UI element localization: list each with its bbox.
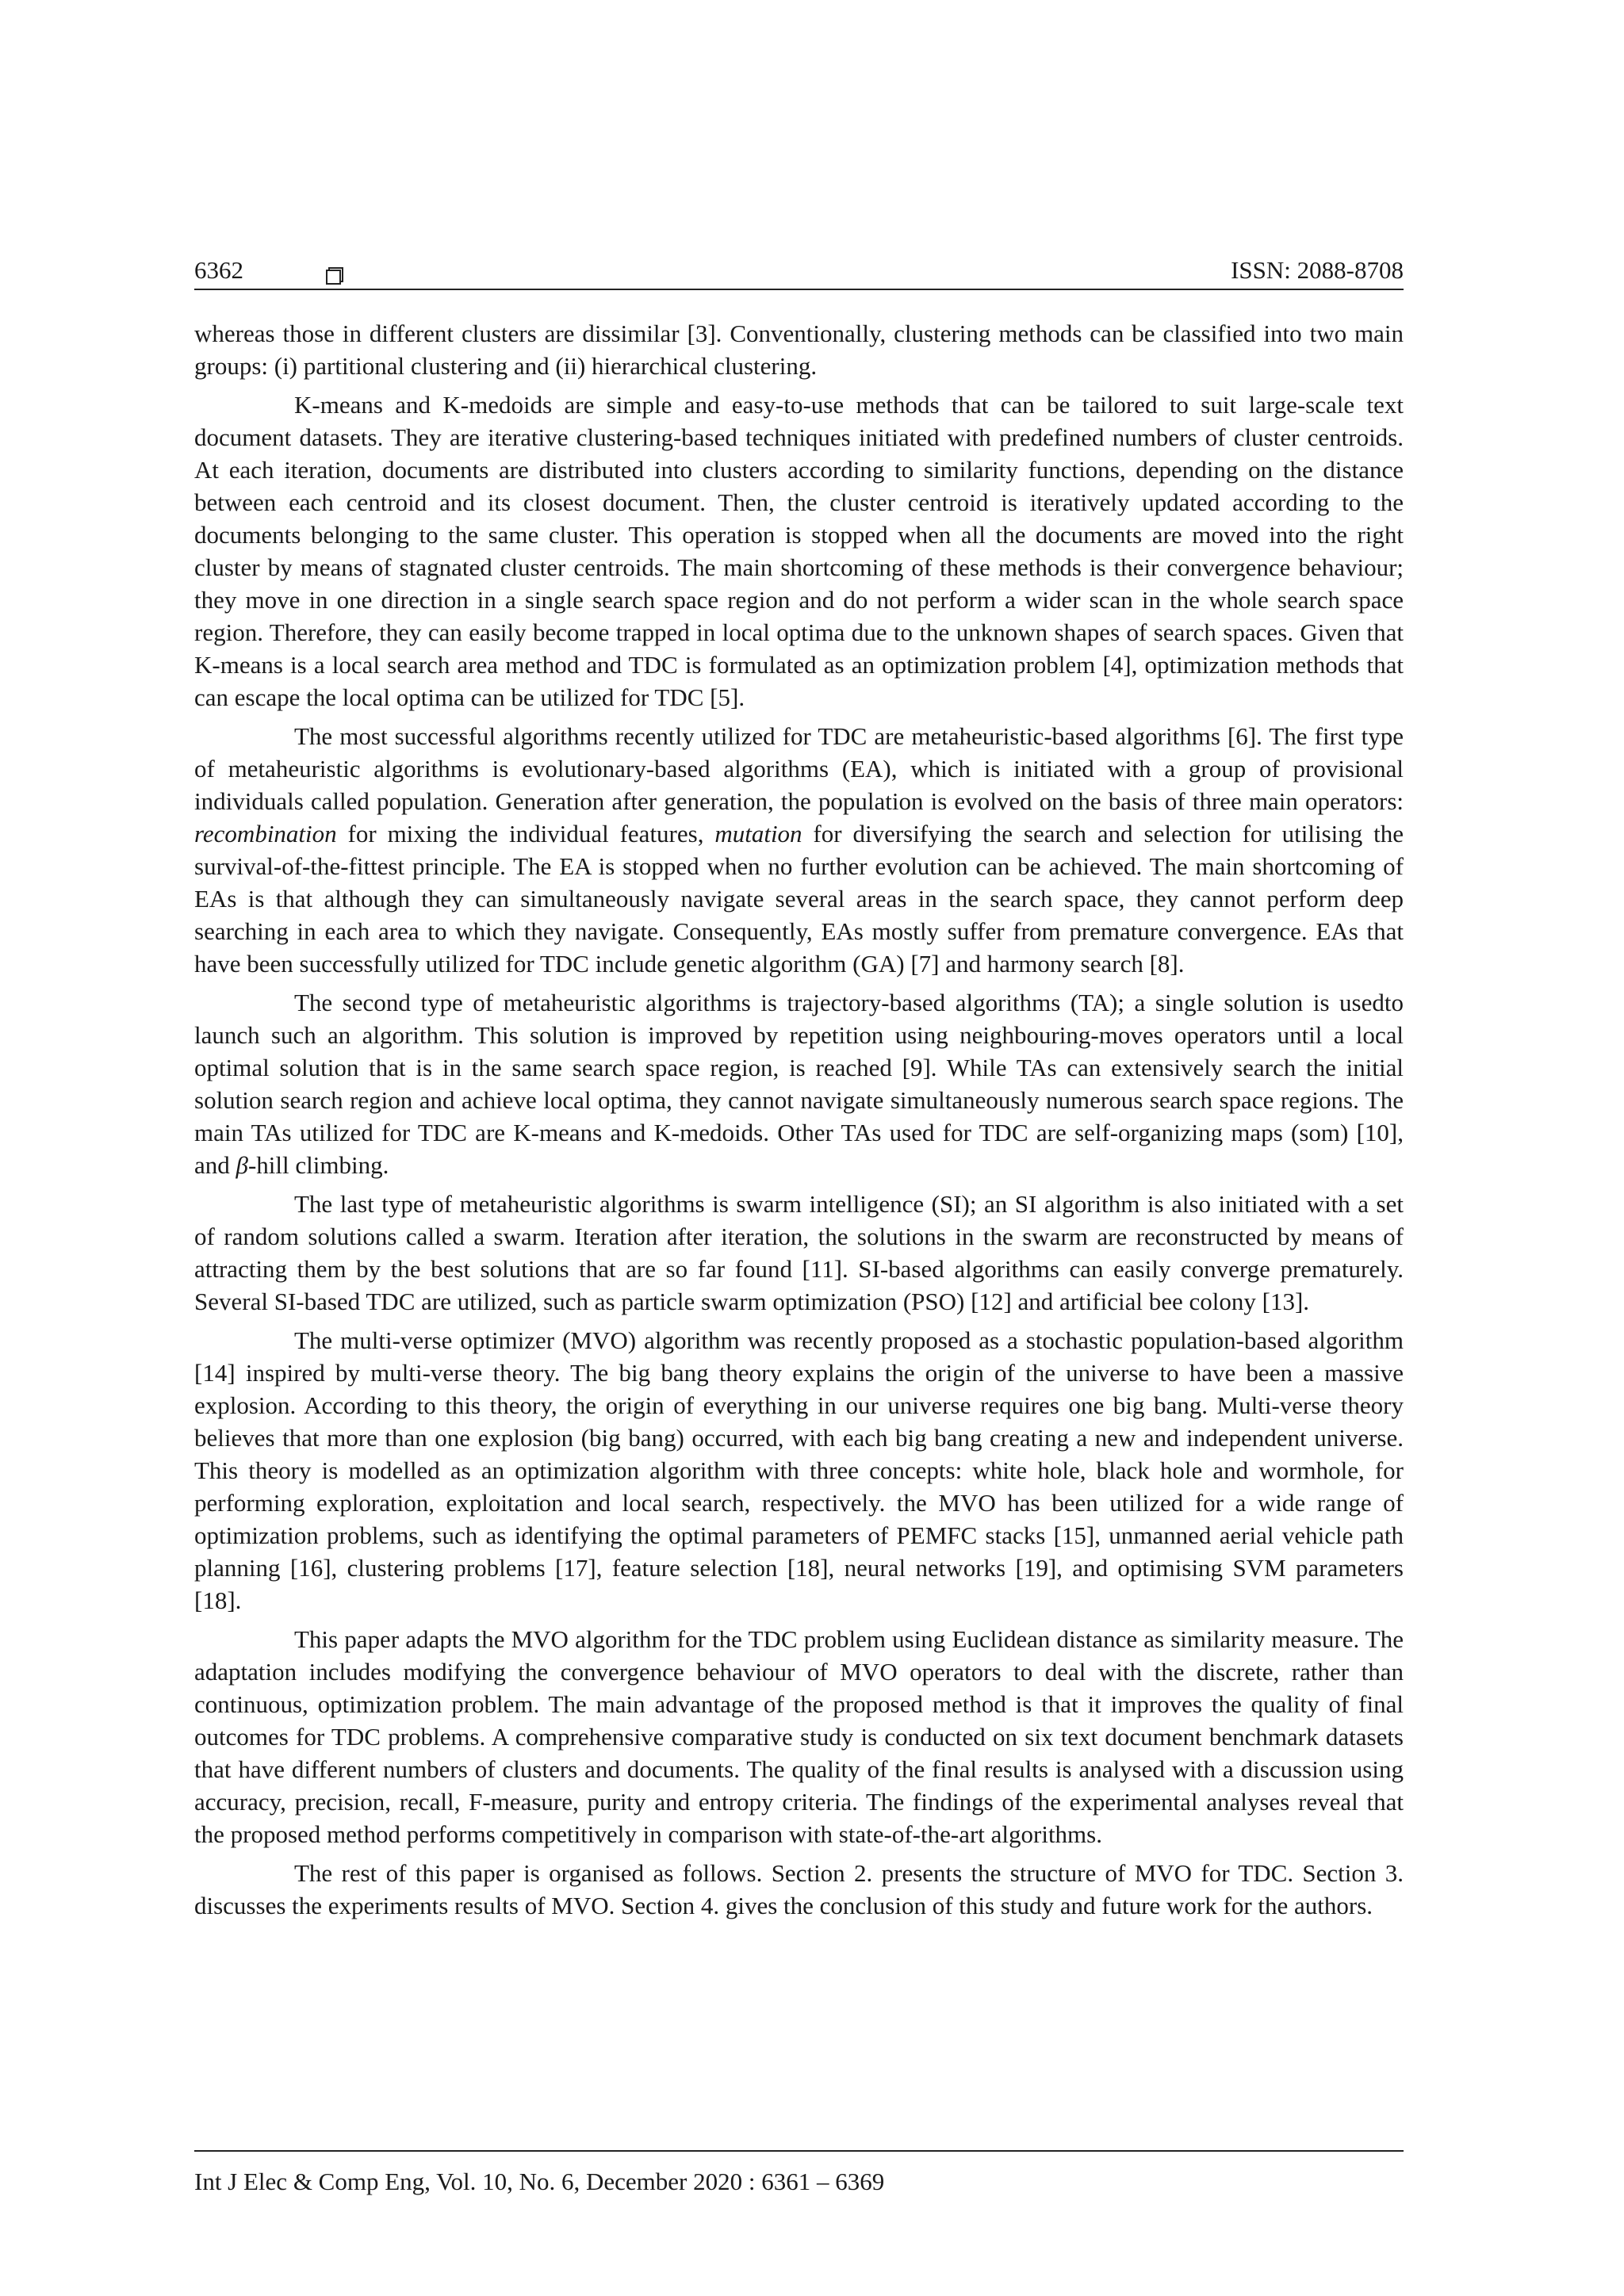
paragraph: whereas those in different clusters are dissimilar [3]. Conventionally, clustering methods can be classified into two main groups: (i) partitional clustering and (ii) hierarchical clustering. [194,320,1404,380]
paragraph [194,720,1404,980]
emphasis-mutation: mutation [714,820,802,848]
body-text [194,317,1404,1928]
paragraph: The rest of this paper is organised as follows. Section 2. presents the structure of MVO for TDC. Section 3. discusses the experiments results of MVO. Section 4. gives the conclusion of this study and future work for the authors. [194,1859,1404,1919]
emphasis-recombination: recombination [194,820,337,848]
paragraph: K-means and K-medoids are simple and easy-to-use methods that can be tailored to suit large-scale text document datasets. They are iterative clustering-based techniques initiated with predefined numbers of cluster centroids. At each iteration, documents are distributed into clusters according to similarity functions, depending on the distance between each centroid and its closest document. Then, the cluster centroid is iteratively updated according to the documents belonging to the same cluster. This operation is stopped when all the documents are moved into the right cluster by means of stagnated cluster centroids. The main shortcoming of these methods is their convergence behaviour; they move in one direction in a single search space region and do not perform a wider scan in the whole search space region. Therefore, they can easily become trapped in local optima due to the unknown shapes of search spaces. Given that K-means is a local search area method and TDC is formulated as an optimization problem [4], optimization methods that can escape the local optima can be utilized for TDC [5]. [194,391,1404,711]
page-number: 6362 [194,256,243,284]
paragraph [194,986,1404,1181]
paragraph: The multi-verse optimizer (MVO) algorithm was recently proposed as a stochastic population-based algorithm [14] inspired by multi-verse theory. The big bang theory explains the origin of the universe to have been a massive explosion. According to this theory, the origin of everything in our universe requires one big bang. Multi-verse theory believes that more than one explosion (big bang) occurred, with each big bang creating a new and independent universe. This theory is modelled as an optimization algorithm with three concepts: white hole, black hole and wormhole, for performing exploration, exploitation and local search, respectively. the MVO has been utilized for a wide range of optimization problems, such as identifying the optimal parameters of PEMFC stacks [15], unmanned aerial vehicle path planning [16], clustering problems [17], feature selection [18], neural networks [19], and optimising SVM parameters [18]. [194,1326,1404,1614]
text-run: for diversifying the search and selection for utilising the survival-of-the-fittest principle. The EA is stopped when no further evolution can be achieved. The main shortcoming of EAs is that although they can simultaneously navigate several areas in the search space, they cannot perform deep searching in each area to which they navigate. Consequently, EAs mostly suffer from premature convergence. EAs that have been successfully utilized for TDC include genetic algorithm (GA) [7] and harmony search [8]. [194,820,1404,978]
open-box-icon [325,259,344,278]
page-footer [194,2150,1404,2198]
issn: ISSN: 2088-8708 [1231,256,1404,284]
journal-citation: Int J Elec & Comp Eng, Vol. 10, No. 6, December 2020 : 6361 – 6369 [194,2168,885,2195]
text-run: The most successful algorithms recently utilized for TDC are metaheuristic-based algorithms [6]. The first type of metaheuristic algorithms is evolutionary-based algorithms (EA), which is initiated with a group of provisional individuals called population. Generation after generation, the population is evolved on the basis of three main operators: [194,722,1404,815]
text-run: for mixing the individual features, [336,820,715,848]
text-run: -hill climbing. [247,1151,389,1179]
text-run: The second type of metaheuristic algorithms is trajectory-based algorithms (TA); a single solution is usedto launch such an algorithm. This solution is improved by repetition using neighbouring-moves operators until a local optimal solution that is in the same search space region, is reached [9]. While TAs can extensively search the initial solution search region and achieve local optima, they cannot navigate simultaneously numerous search space regions. The main TAs utilized for TDC are K-means and K-medoids. Other TAs used for TDC are self-organizing maps (som) [10], and [194,989,1404,1179]
beta-symbol: β [236,1151,248,1179]
paragraph: This paper adapts the MVO algorithm for the TDC problem using Euclidean distance as similarity measure. The adaptation includes modifying the convergence behaviour of MVO operators to deal with the discrete, rather than continuous, optimization problem. The main advantage of the proposed method is that it improves the quality of final outcomes for TDC problems. A comprehensive comparative study is conducted on six text document benchmark datasets that have different numbers of clusters and documents. The quality of the final results is analysed with a discussion using accuracy, precision, recall, F-measure, purity and entropy criteria. The findings of the experimental analyses reveal that the proposed method performs competitively in comparison with state-of-the-art algorithms. [194,1625,1404,1848]
page-header [194,252,1404,290]
paragraph: The last type of metaheuristic algorithms is swarm intelligence (SI); an SI algorithm is also initiated with a set of random solutions called a swarm. Iteration after iteration, the solutions in the swarm are reconstructed by means of attracting them by the best solutions that are so far found [11]. SI-based algorithms can easily converge prematurely. Several SI-based TDC are utilized, such as particle swarm optimization (PSO) [12] and artificial bee colony [13]. [194,1190,1404,1315]
